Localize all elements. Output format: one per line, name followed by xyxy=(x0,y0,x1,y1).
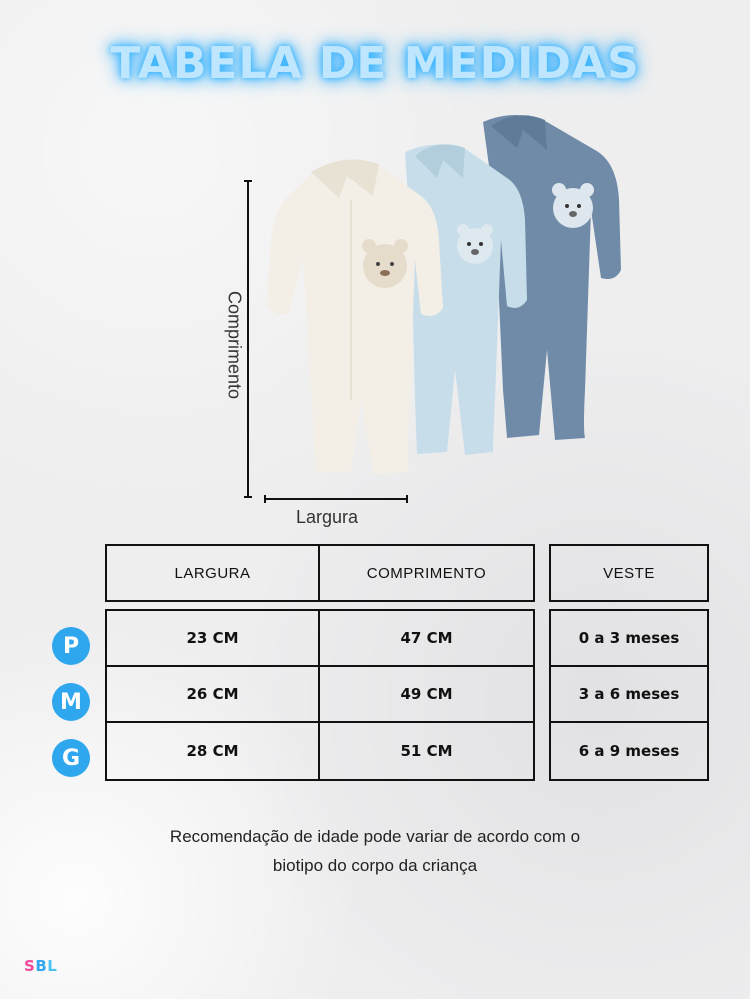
size-badge-g: G xyxy=(52,739,90,777)
age-note-line1: Recomendação de idade pode variar de acordo com o xyxy=(169,827,581,846)
width-dimension-line xyxy=(264,498,408,500)
width-label: Largura xyxy=(296,507,359,527)
header-comprimento: COMPRIMENTO xyxy=(366,564,487,582)
age-note xyxy=(0,822,750,880)
cell-veste-m: 3 a 6 meses xyxy=(551,667,707,723)
cell-largura-m: 26 CM xyxy=(107,667,320,723)
measure-header xyxy=(105,544,535,602)
length-label: Comprimento xyxy=(224,290,245,400)
cell-veste-p: 0 a 3 meses xyxy=(551,611,707,667)
cell-comprimento-m: 49 CM xyxy=(320,667,533,723)
cell-comprimento-p: 47 CM xyxy=(320,611,533,667)
logo-letter-l: L xyxy=(47,957,58,975)
header-largura: LARGURA xyxy=(107,546,320,600)
cell-veste-g: 6 a 9 meses xyxy=(578,742,680,760)
measure-table xyxy=(105,609,535,781)
logo-letter-b: B xyxy=(35,957,48,975)
rompers-image xyxy=(255,100,635,480)
age-header xyxy=(549,544,709,602)
logo-letter-s: S xyxy=(24,957,36,975)
age-note-line2: biotipo do corpo da criança xyxy=(272,856,478,875)
brand-logo xyxy=(24,957,57,975)
cell-largura-g: 28 CM xyxy=(107,723,320,779)
size-badge-p: P xyxy=(52,627,90,665)
page-title: TABELA DE MEDIDAS xyxy=(110,38,640,89)
size-badge-m: M xyxy=(52,683,90,721)
length-dimension-line xyxy=(247,180,249,498)
age-table xyxy=(549,609,709,781)
cell-largura-p: 23 CM xyxy=(107,611,320,667)
header-veste: VESTE xyxy=(603,564,655,582)
cell-comprimento-g: 51 CM xyxy=(400,742,453,760)
romper-steelblue xyxy=(483,115,621,440)
